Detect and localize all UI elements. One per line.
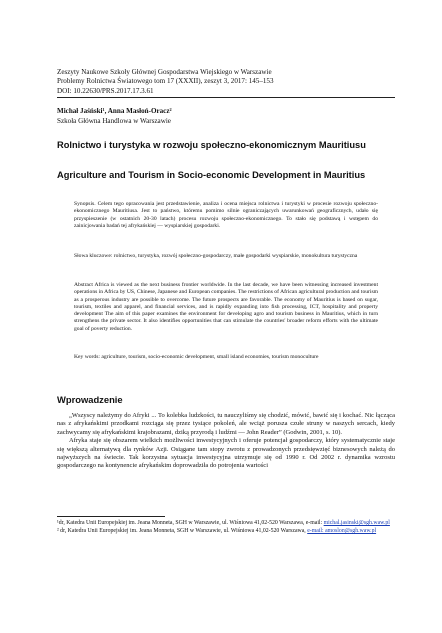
footnote-2 <box>57 527 395 535</box>
section-heading: Wprowadzenie <box>57 394 123 405</box>
synopsis-block <box>74 201 378 230</box>
footnote-1-text: ¹dr, Katedra Unii Europejskiej im. Jeana Monneta, SGH w Warszawie, ul. Wiśniowa 41,02-520 Warszawa, e-mail: <box>57 520 324 526</box>
keywords-en-block <box>74 354 378 361</box>
abstract-block <box>74 282 378 333</box>
journal-name: Zeszyty Naukowe Szkoły Głównej Gospodarstwa Wiejskiego w Warszawie <box>57 68 272 76</box>
keywords-en-text: Key words: agriculture, tourism, socio-economic development, small island economies, tourism monoculture <box>74 354 319 360</box>
affiliation: Szkoła Główna Handlowa w Warszawie <box>57 116 171 125</box>
keywords-pl-text: Słowa kluczowe: rolnictwo, turystyka, rozwój społeczno-gospodarczy, małe gospodarki wyspiarskie, monokultura turystyczna <box>74 253 358 259</box>
body-paragraph: Afryka staje się obszarem wielkich możliwości inwestycyjnych i oferuje potencjał gospodarczy, który systematycznie staje się większą alternatywą dla rynków Azji. Osiągane tam stopy zwrotu z prowadzonych przedsięwzięć biznesowych należą do najwyższych na świecie. Tak korzystna sytuacja inwestycyjna utrzymuje się od 1990 r. Od 2002 r. dynamika wzrostu gospodarczego na kontynencie afrykańskim doprowadziła do potrojenia wartości <box>57 437 395 470</box>
footnote-2-email-link[interactable]: e-mail: amoslon@sgh.waw.pl <box>307 528 377 534</box>
footnote-1-email-link[interactable]: michal.jasinski@sgh.waw.pl <box>323 520 390 526</box>
body-text <box>57 412 395 471</box>
footnotes <box>57 519 395 535</box>
journal-header <box>57 68 395 96</box>
title-english: Agriculture and Tourism in Socio-economic Development in Mauritius <box>57 170 366 180</box>
header-rule <box>57 97 395 98</box>
journal-volume: Problemy Rolnictwa Światowego tom 17 (XXXII), zeszyt 3, 2017: 145–153 <box>57 77 274 86</box>
keywords-pl-block <box>74 253 378 260</box>
author-names: Michał Jaśński¹, Anna Masłoń-Oracz² <box>57 107 172 115</box>
footnote-rule <box>57 516 165 517</box>
title-polish: Rolnictwo i turystyka w rozwoju społeczno-ekonomicznym Mauritiusu <box>57 140 366 150</box>
abstract-text: Abstract Africa is viewed as the next business frontier worldwide. In the last decade, we have been witnessing increased investment operations in Africa by US, Chinese, Japanese and European companies. The restrictions of African agricultural production and tourism as a prosperous industry are possible to overcome. The future prospects are favorable. The economy of Mauritius is based on sugar, tourism, textiles and apparel, and financial services, and is rapidly expanding into fish processing, ICT, hospitality and property development The aim of this paper examines the environment for developing agro and tourism business in Mauritius, which in turn strengthens the private sector. It also identifies opportunities that can stimulate the countries' broader reform efforts with the ultimate goal of poverty reduction. <box>74 282 378 332</box>
synopsis-text: Synopsis. Celem tego opracowania jest przedstawienie, analiza i ocena miejsca rolnictwa i turystyki w procesie rozwoju społeczno-ekonomicznego Mauritiusa. Jest to państwo, któremu pomimo silnie ograniczających uwarunkowań geograficznych, udało się przyspieszenie (w ostatnich 20-30 latach) procesu rozwoju społeczno-ekonomicznego. To stało się podstawą i wstępem do zainicjowania badań tej afrykańskiej — wyspiarskiej gospodarki. <box>74 201 378 229</box>
footnote-1 <box>57 519 395 527</box>
body-paragraph-quote: „Wszyscy należymy do Afryki ... To kolebka ludzkości, tu nauczyliśmy się chodzić, mówić, bawić się i kochać. Nic łącząca nas z afrykańskimi przodkami rozciąga się przez tysiące pokoleń, ale wciąż porusza czułe struny w naszych sercach, kiedy zachwycamy się afrykańskimi krajobrazami, dziką przyrodą i ludźmi — John Reader” (Godwin, 2001, s. 10). <box>57 412 395 436</box>
authors-block <box>57 107 395 126</box>
doi-line: DOI: 10.22630/PRS.2017.17.3.61 <box>57 86 154 95</box>
footnote-2-text: ² dr, Katedra Unii Europejskiej im. Jeana Monneta, SGH w Warszawie, ul. Wiśniowa 41,02-520 Warszawa, <box>57 528 308 534</box>
